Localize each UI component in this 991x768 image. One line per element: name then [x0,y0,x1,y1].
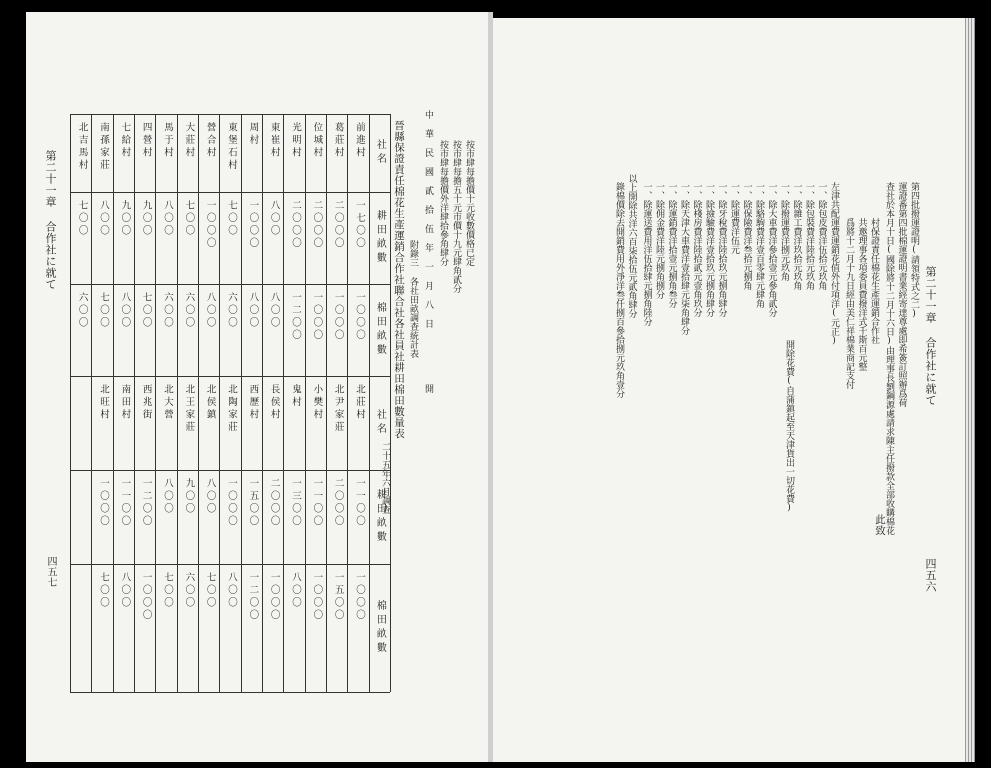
body-line: 左津共配運費運銷花值外付項洋(元正) [829,182,839,346]
page-number: 四五六 [924,558,937,593]
table-cell: 八〇〇 [162,478,173,516]
table-column-rule [134,114,135,692]
table-cell: 八〇〇 [247,292,259,330]
table-cell: 八〇〇 [268,292,280,330]
table-cell: 九〇〇 [140,200,152,238]
table-cell: 西歷村 [247,384,259,422]
table-cell: 南田村 [119,384,131,422]
table-cell: 七〇〇 [183,200,195,238]
body-line: 以上開除共洋六百柒拾伍元貳角肆分 [626,174,637,318]
table-cell: 八〇〇 [162,200,173,238]
table-cell: 一一〇〇 [354,478,365,528]
table-cell: 鬼村 [290,384,301,409]
table-cell: 七〇〇 [98,572,109,610]
table-cell: 八〇〇 [204,478,216,516]
table-cell: 馬于村 [162,122,173,160]
page-edge-stack [965,18,975,762]
table-column-rule [219,114,220,692]
table-cell: 七〇〇 [162,572,173,610]
table-column-rule [70,114,71,692]
table-cell: 北陶家莊 [226,384,237,434]
table-cell: 六〇〇 [76,292,88,330]
table-cell: 七〇〇 [204,572,216,610]
table-cell: 一三〇〇 [290,478,301,528]
body-line: 一、除運銷費洋拾壹元捌角叁分 [666,182,677,308]
table-cell: 一一〇〇 [119,478,131,528]
table-cell: 九〇〇 [183,478,195,516]
table-column-rule [113,114,114,692]
table-header: 社名 [374,409,386,437]
chapter-footer: 第二十一章 合作社に就て [44,150,57,290]
table-cell: 一五〇〇 [332,572,344,622]
table-cell: 一〇〇〇 [140,572,152,622]
table-cell: 大莊村 [183,122,195,160]
table-header: 棉田畝數 [374,600,386,656]
table-cell: 一〇〇〇 [226,478,237,528]
table-cell: 一〇〇〇 [311,292,323,342]
table-column-rule [262,114,263,692]
table-cell: 七〇〇 [140,292,152,330]
table-cell: 八〇〇 [268,200,280,238]
body-line: 共邀理事各項委員費撥洋式千斯百元整 [856,218,867,371]
table-column-rule [241,114,242,692]
table-rule [70,692,390,693]
table-column-rule [369,114,370,692]
note-2: 按市肆每擔五十元市價十九元肆角貳分 [451,140,461,293]
table-cell: 八〇〇 [119,572,131,610]
table-cell: 一〇〇〇 [98,478,109,528]
table-cell: 北大營 [162,384,173,422]
acreage-table [70,114,390,692]
table-cell: 北王家莊 [183,384,195,434]
table-cell: 二〇〇〇 [332,200,344,250]
table-cell: 一七〇〇 [354,200,365,250]
table-cell: 長侯村 [268,384,280,422]
table-column-rule [347,114,348,692]
table-cell: 八〇〇 [98,200,109,238]
table-cell: 東堡石村 [226,122,237,172]
survey-date: 二十五年六月調查 [380,442,390,514]
note-1: 按市肆每擔價十元收數價格已定 [464,140,474,266]
table-cell: 二〇〇〇 [268,478,280,528]
body-line: 一、除雜工費洋玖拾元玖角 [791,182,802,290]
note-3: 按市肆每擔價外洋肆拾參角肆分 [438,140,448,266]
table-cell: 一〇〇〇 [354,292,365,342]
chapter-title: 第二十一章 合作社に就て [924,266,937,406]
table-cell: 西兆街 [140,384,152,422]
table-cell: 七〇〇 [98,292,109,330]
appendix-title: 附錄三 各社田畝調查統計表 [408,240,418,358]
body-line: 一、除駱駒費洋壹百零肆元肆角 [754,182,764,308]
body-line: 一、除運費洋伍元 [729,182,739,254]
table-column-rule [91,114,92,692]
table-header: 耕田畝數 [374,489,386,545]
table-cell: 一〇〇〇 [332,292,344,342]
body-line: 一、除大車費洋參拾壹元參角貳分 [766,182,777,317]
page-number-left: 四五七 [45,556,56,588]
table-cell: 北侯鎮 [204,384,216,422]
table-cell: 一二〇〇 [140,478,152,528]
table-column-rule [390,114,391,692]
body-line: 一、除包裝費洋陸拾元玖角 [804,182,814,290]
table-cell: 小樊村 [311,384,323,422]
table-cell: 七給村 [119,122,131,160]
table-cell: 北旺村 [98,384,109,422]
table-cell: 前進村 [354,122,365,160]
body-line: 一、除天津大車費洋壹拾肆元柒角肆分 [679,182,689,335]
table-rule [70,114,390,115]
body-line: 第四批撥運證明(請領特式之二) [909,182,919,319]
table-cell: 六〇〇 [183,292,195,330]
table-rule [70,284,390,285]
table-cell: 一二〇〇 [247,572,259,622]
table-cell: 八〇〇 [226,572,237,610]
cost-heading: 開除花費(自蒲鎮起至天津貨出一切花費) [784,340,794,513]
table-cell: 二〇〇〇 [311,200,323,250]
table-column-rule [305,114,306,692]
body-line: 錄棉價除去開銷費用外淨洋叁仟捌百參拾捌元玖角壹分 [614,182,624,398]
date-line: 中 華 民 國 貳 拾 伍 年 一 月 八 日 [423,110,433,328]
table-cell: 二〇〇〇 [290,200,301,250]
body-line: 爲將十二月十九日經由美仁祥棉業商記支付 [844,218,854,389]
body-line: 一、除撿驗費洋壹拾玖元捌角肆分 [704,182,714,317]
table-column-rule [283,114,284,692]
table-cell: 一〇〇〇 [247,200,259,250]
right-page [493,18,965,762]
table-cell: 一〇〇〇 [311,572,323,622]
body-line: 村保證責任棉花生產運銷合作社 [869,218,879,344]
table-cell: 北尹家莊 [332,384,344,434]
table-cell: 九〇〇 [119,200,131,238]
body-line: 一、除運送費用洋伍拾肆元捌角陸分 [641,182,652,326]
table-cell: 四營村 [140,122,152,160]
table-rule [70,564,390,565]
table-cell: 營合村 [204,122,216,160]
table-cell: 一五〇〇 [247,478,259,528]
body-line: 一、除牙稅費洋陸拾玖元捌角肆分 [716,182,727,317]
body-line: 一、除佣金費洋陸元捌角捌分 [654,182,664,299]
table-cell: 一一〇〇 [311,478,323,528]
table-cell: 葛莊村 [332,122,344,160]
body-line: 一、除棧房費洋陸拾貳元壹角玖分 [691,182,702,317]
body-line: 運證番第四批棉運證明書業經寄達尊處即希簽訂照辦爲荷 [896,182,907,407]
opening-mark: 開 [423,384,433,393]
table-rule [70,192,390,193]
table-cell: 一二〇〇 [290,292,301,342]
table-cell: 八〇〇 [204,292,216,330]
table-cell: 北莊村 [354,384,365,422]
table-header: 耕田畝數 [374,210,386,266]
table-cell: 周村 [247,122,259,147]
body-line: 查社於本月十日(國除將十二月十六日)由理事長劉鋼源處請求陳主任撥款全部收購棉花 [884,182,894,535]
table-cell: 北吉馬村 [76,122,88,172]
table-cell: 七〇〇 [226,200,237,238]
table-header: 棉田畝數 [374,302,386,358]
table-title: 晉縣保證責任棉花生產運銷合作社聯合社各社員社耕田棉田數量表 [393,120,405,439]
table-cell: 一〇〇〇 [204,200,216,250]
table-column-rule [326,114,327,692]
table-cell: 一〇〇〇 [268,572,280,622]
table-cell: 七〇〇 [76,200,88,238]
table-rule [70,376,390,377]
table-cell: 南孫家莊 [98,122,109,172]
table-column-rule [198,114,199,692]
table-cell: 六〇〇 [162,292,173,330]
table-header: 社名 [374,139,386,167]
table-cell: 六〇〇 [183,572,195,610]
table-cell: 光明村 [290,122,301,160]
closing-note: 此致 [874,514,886,536]
body-line: 一、除撥運費洋捌元玖角 [779,182,789,281]
table-cell: 六〇〇 [226,292,237,330]
table-cell: 東崔村 [268,122,280,160]
table-rule [70,470,390,471]
table-cell: 位城村 [311,122,323,160]
body-line: 一、除保險費洋叁拾元捌角 [741,182,752,290]
table-column-rule [177,114,178,692]
table-cell: 八〇〇 [119,292,131,330]
left-page [26,12,488,762]
table-cell: 二〇〇〇 [332,478,344,528]
table-column-rule [155,114,156,692]
table-cell: 八〇〇 [290,572,301,610]
table-cell: 一〇〇〇 [354,572,365,622]
body-line: 一、除包皮費洋伍拾元玖角 [816,182,827,290]
